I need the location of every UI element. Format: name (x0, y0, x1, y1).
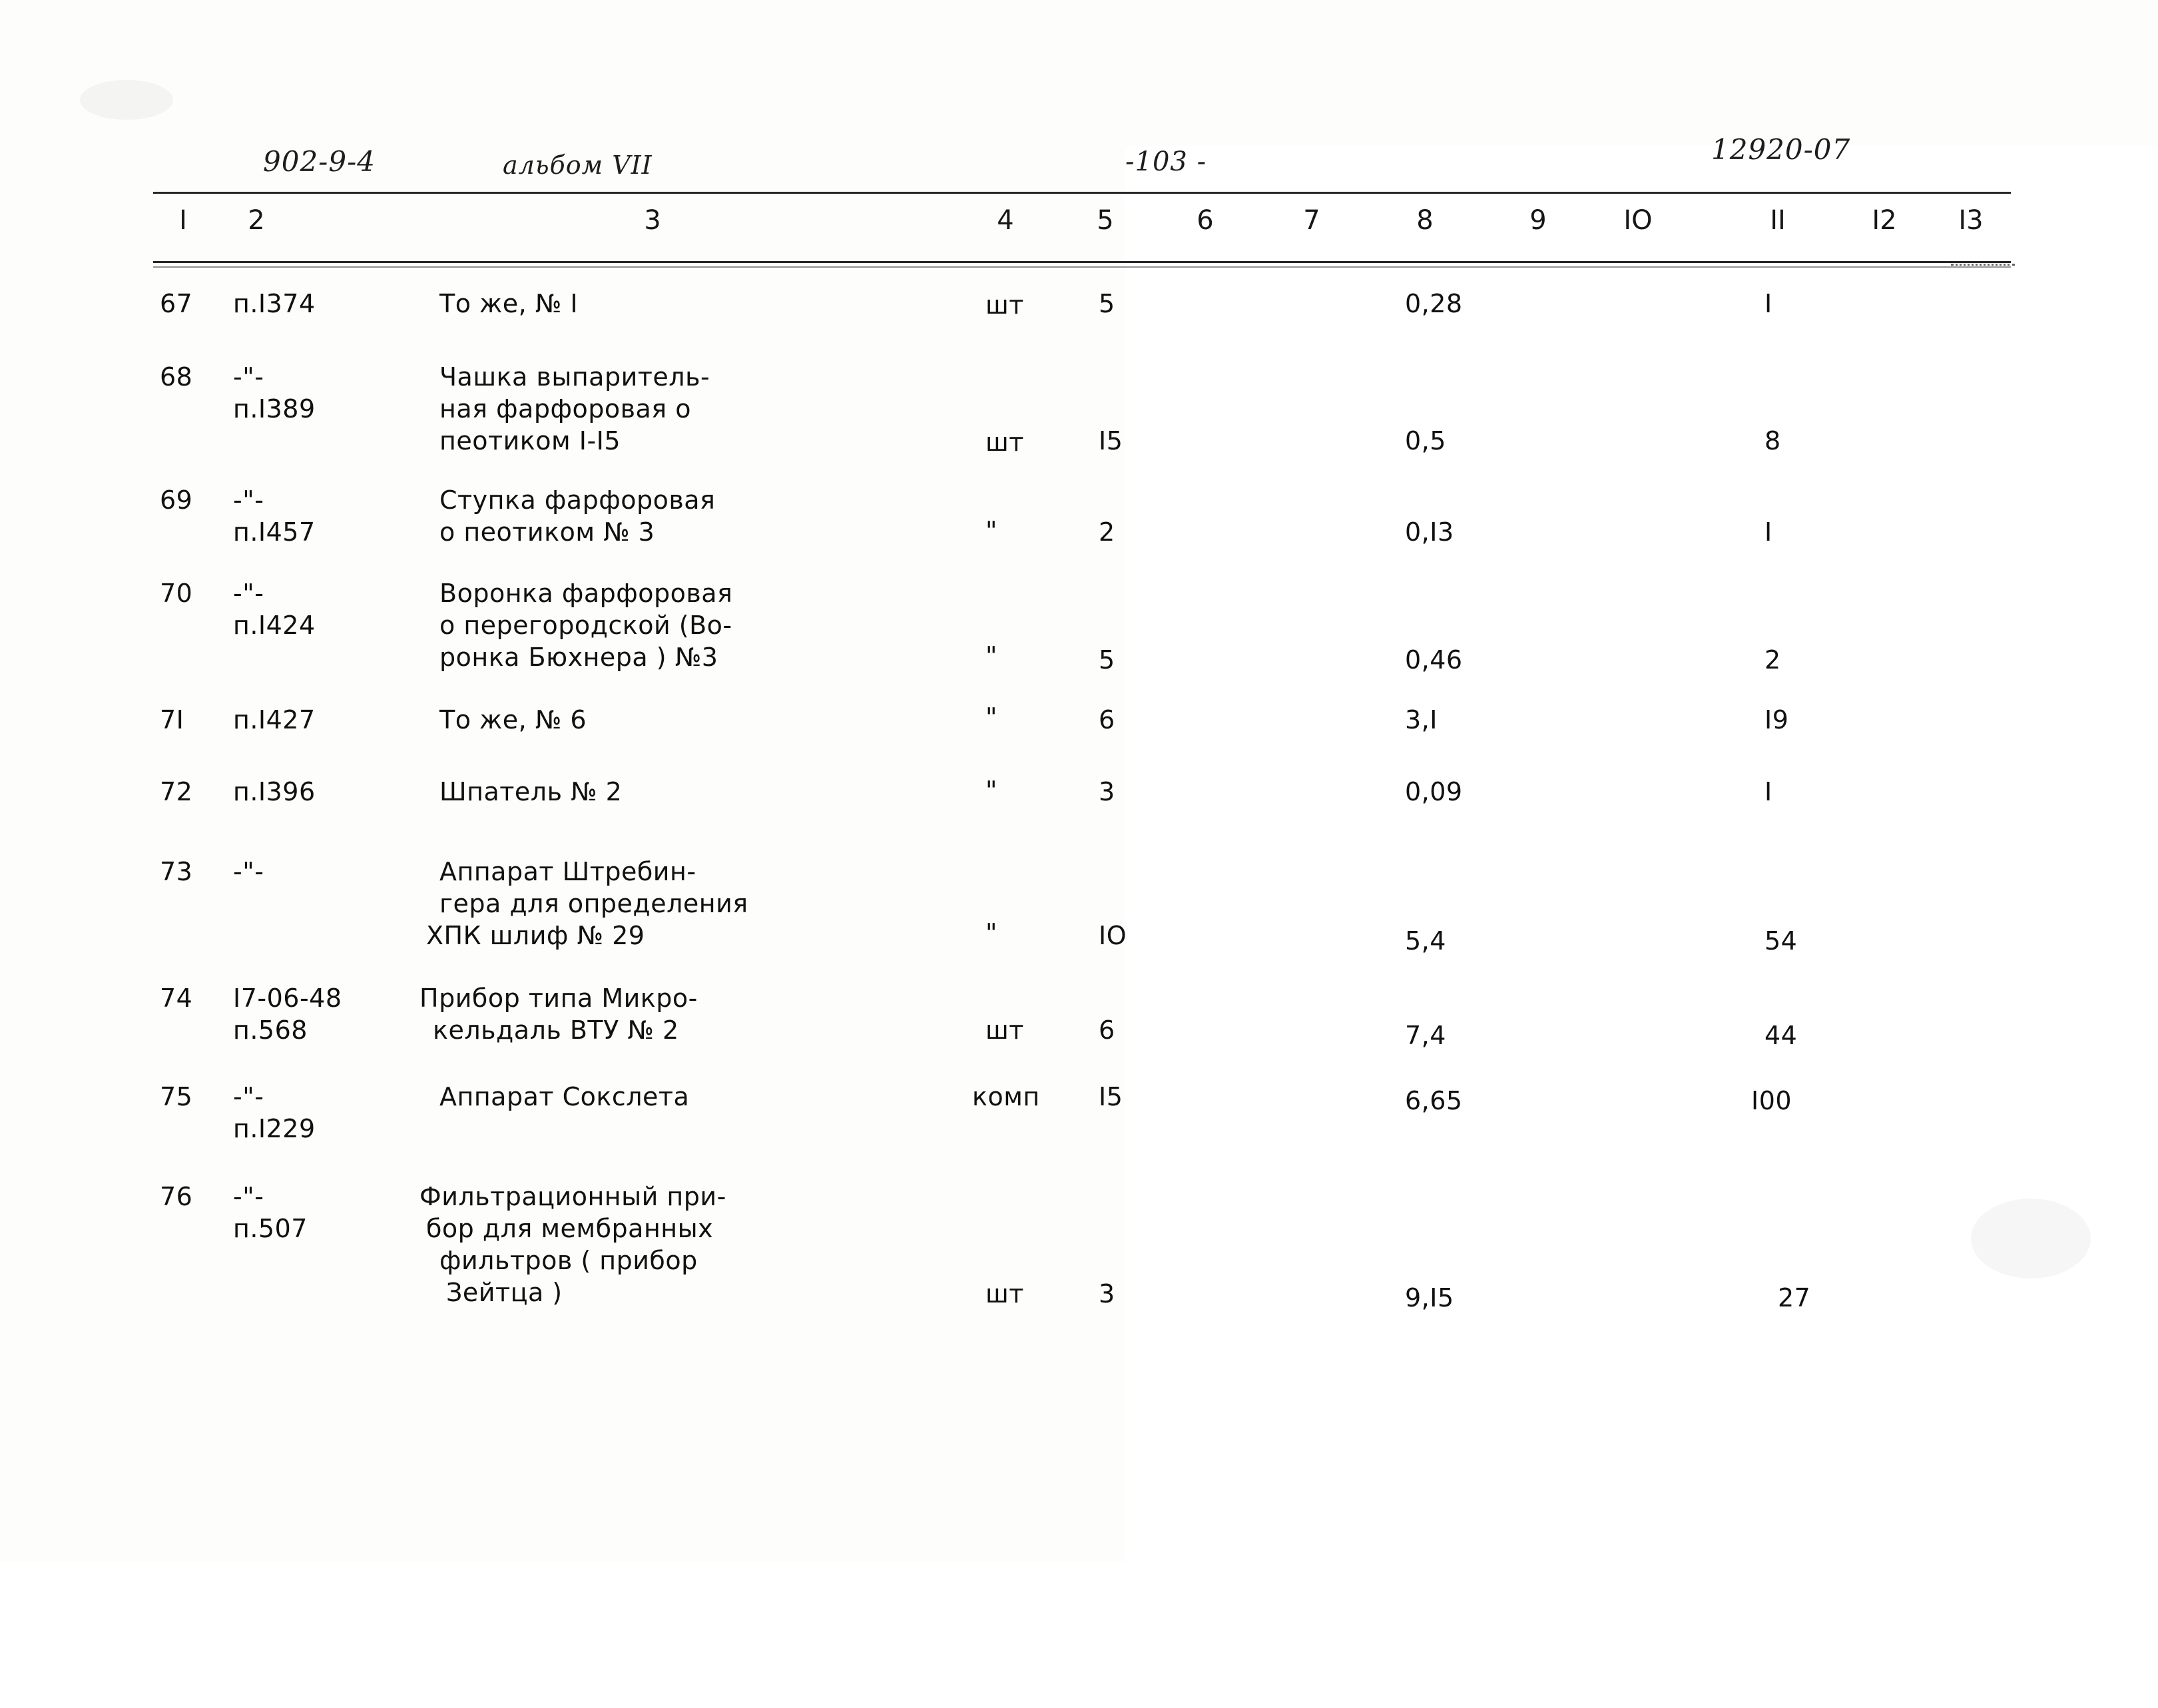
archive-stamp: 12920-07 (1711, 133, 1851, 166)
column-number-1: I (179, 205, 187, 236)
row-total: I9 (1764, 705, 1789, 734)
column-number-7: 7 (1303, 205, 1320, 236)
row-total: I00 (1751, 1086, 1792, 1115)
row-name-1: Чашка выпаритель- (439, 362, 710, 392)
row-name-2: о перегородской (Во- (439, 611, 732, 640)
table-row (153, 981, 2011, 1079)
column-number-11: II (1770, 205, 1786, 236)
row-unit: " (985, 641, 997, 671)
row-name-4: Зейтца ) (446, 1278, 563, 1307)
row-total: I (1764, 777, 1772, 806)
row-code-1: -"- (233, 857, 264, 886)
row-number: 75 (160, 1082, 193, 1111)
row-quantity: 2 (1099, 517, 1115, 547)
row-name-1: Аппарат Штребин- (439, 857, 696, 886)
table-row (153, 360, 2011, 483)
table-body (153, 286, 2011, 1352)
row-name-1: Ступка фарфоровая (439, 485, 716, 515)
table-row (153, 286, 2011, 360)
sheet-header (153, 133, 2011, 236)
row-name-1: Фильтрационный при- (419, 1182, 726, 1211)
row-code-2: п.507 (233, 1214, 308, 1243)
row-number: 74 (160, 984, 193, 1013)
row-code-1: -"- (233, 1182, 264, 1211)
table-row (153, 483, 2011, 576)
row-name: То же, № 6 (439, 705, 587, 734)
row-unit: комп (972, 1082, 1040, 1111)
row-name-2: ная фарфоровая о (439, 394, 691, 424)
row-unit: шт (985, 290, 1024, 320)
table-sheet (153, 133, 2011, 1312)
row-weight: 0,5 (1405, 426, 1446, 455)
row-total: 44 (1764, 1021, 1798, 1050)
column-number-6: 6 (1197, 205, 1214, 236)
row-weight: 6,65 (1405, 1086, 1463, 1115)
row-code-2: п.I389 (233, 394, 316, 424)
row-code: п.I427 (233, 705, 316, 734)
row-name-1: Воронка фарфоровая (439, 579, 733, 608)
scan-smudge (80, 80, 173, 120)
row-unit: шт (985, 1279, 1024, 1308)
table-row (153, 1179, 2011, 1352)
column-number-row (153, 205, 2011, 252)
row-code-2: п.I457 (233, 517, 316, 547)
row-number: 76 (160, 1182, 193, 1211)
header-rule-top (153, 192, 2011, 194)
row-quantity: I5 (1099, 1082, 1123, 1111)
row-name-3: фильтров ( прибор (439, 1246, 698, 1275)
row-code-1: I7-06-48 (233, 984, 342, 1013)
row-name-2: бор для мембранных (426, 1214, 714, 1243)
header-rule-dashed-tail (1951, 264, 2015, 266)
row-name-1: Прибор типа Микро- (419, 984, 698, 1013)
row-number: 70 (160, 579, 193, 608)
column-number-4: 4 (997, 205, 1014, 236)
row-number: 7I (160, 705, 184, 734)
row-name: Шпатель № 2 (439, 777, 623, 806)
column-number-5: 5 (1097, 205, 1114, 236)
row-total: I (1764, 517, 1772, 547)
row-quantity: IO (1099, 921, 1127, 950)
row-weight: 0,28 (1405, 289, 1463, 318)
row-number: 72 (160, 777, 193, 806)
row-name-2: гера для определения (439, 889, 748, 918)
row-unit: " (985, 703, 997, 732)
row-quantity: 5 (1099, 645, 1115, 675)
row-number: 69 (160, 485, 193, 515)
row-weight: 0,I3 (1405, 517, 1454, 547)
row-code-2: п.568 (233, 1015, 308, 1045)
row-total: 54 (1764, 926, 1798, 956)
table-row (153, 854, 2011, 981)
row-weight: 9,I5 (1405, 1283, 1454, 1312)
table-row (153, 774, 2011, 854)
row-name-2: кельдаль ВТУ № 2 (433, 1015, 679, 1045)
row-total: 8 (1764, 426, 1781, 455)
header-rule-bottom (153, 261, 2011, 263)
column-number-10: IO (1623, 205, 1653, 236)
row-name-1: Аппарат Сокслета (439, 1082, 690, 1111)
column-number-8: 8 (1416, 205, 1434, 236)
column-number-3: 3 (644, 205, 661, 236)
album-label: альбом VII (503, 150, 653, 180)
header-rule-bottom-shadow (153, 266, 2011, 268)
row-name-2: о пеотиком № 3 (439, 517, 655, 547)
row-weight: 5,4 (1405, 926, 1446, 956)
row-unit: " (985, 776, 997, 805)
row-quantity: 3 (1099, 1279, 1115, 1308)
row-code-2: п.I229 (233, 1114, 316, 1143)
row-code-1: -"- (233, 1082, 264, 1111)
table-row (153, 576, 2011, 703)
column-number-12: I2 (1872, 205, 1897, 236)
row-weight: 7,4 (1405, 1021, 1446, 1050)
row-weight: 3,I (1405, 705, 1438, 734)
row-total: 2 (1764, 645, 1781, 675)
row-code: п.I396 (233, 777, 316, 806)
row-number: 68 (160, 362, 193, 392)
row-quantity: 3 (1099, 777, 1115, 806)
row-unit: " (985, 918, 997, 948)
row-weight: 0,46 (1405, 645, 1463, 675)
page-number: -103 - (1125, 146, 2158, 1708)
row-number: 73 (160, 857, 193, 886)
column-number-9: 9 (1529, 205, 1547, 236)
row-unit: шт (985, 427, 1024, 457)
row-quantity: I5 (1099, 426, 1123, 455)
row-quantity: 5 (1099, 289, 1115, 318)
row-name-3: ронка Бюхнера ) №3 (439, 643, 718, 672)
row-name-3: ХПК шлиф № 29 (426, 921, 645, 950)
table-row (153, 703, 2011, 774)
column-number-13: I3 (1958, 205, 1984, 236)
row-code-1: -"- (233, 579, 264, 608)
row-code: п.I374 (233, 289, 316, 318)
row-total: 27 (1778, 1283, 1811, 1312)
row-code-1: -"- (233, 485, 264, 515)
row-code-2: п.I424 (233, 611, 316, 640)
column-number-2: 2 (248, 205, 265, 236)
row-number: 67 (160, 289, 193, 318)
table-row (153, 1079, 2011, 1179)
row-weight: 0,09 (1405, 777, 1463, 806)
row-code-1: -"- (233, 362, 264, 392)
row-unit: " (985, 516, 997, 545)
row-name: То же, № I (439, 289, 579, 318)
row-unit: шт (985, 1015, 1024, 1045)
row-quantity: 6 (1099, 705, 1115, 734)
row-total: I (1764, 289, 1772, 318)
row-quantity: 6 (1099, 1015, 1115, 1045)
project-code: 902-9-4 (263, 145, 376, 178)
row-name-3: пеотиком I-I5 (439, 426, 621, 455)
